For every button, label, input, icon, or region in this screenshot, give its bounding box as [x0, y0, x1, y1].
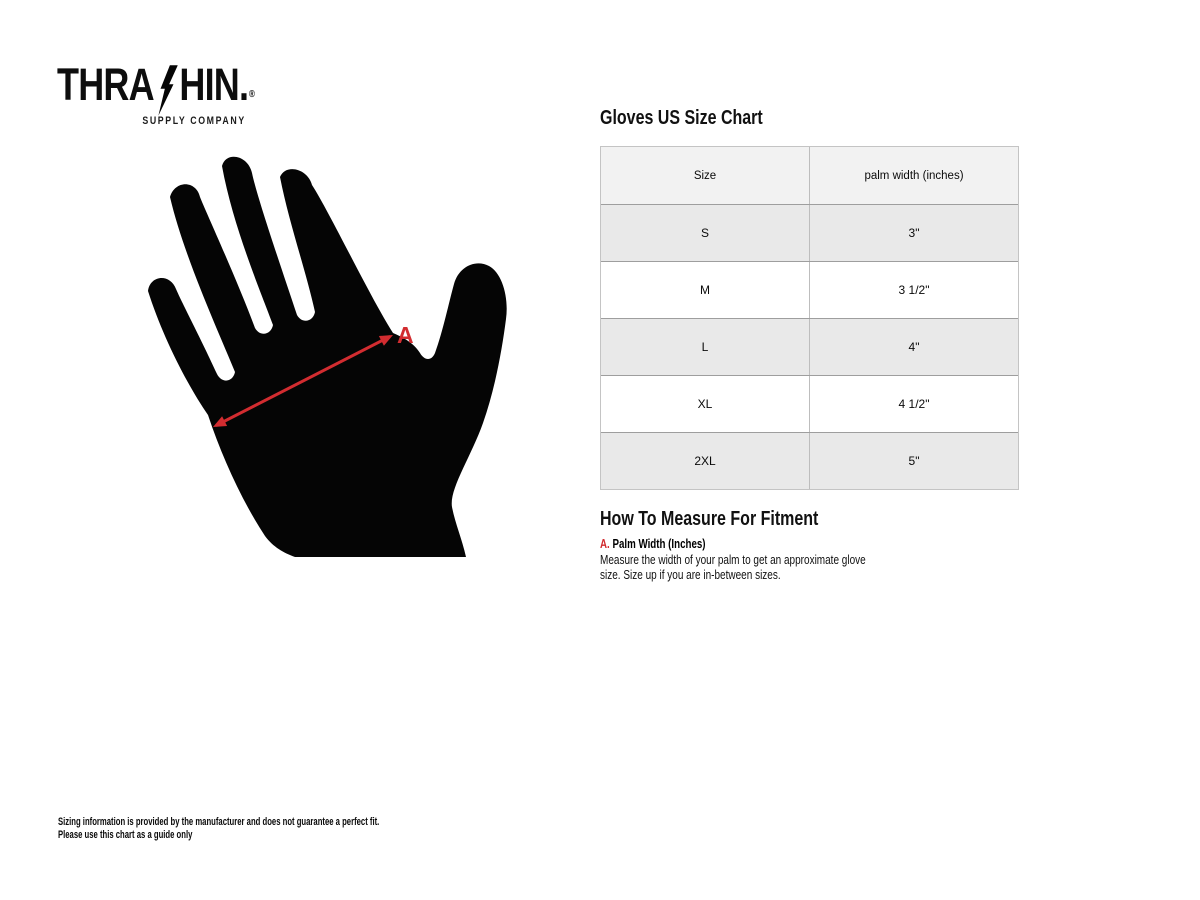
size-chart-title: Gloves US Size Chart	[600, 107, 763, 129]
table-row	[601, 432, 1018, 489]
logo-tagline: SUPPLY COMPANY	[142, 115, 246, 127]
size-cell: 2XL	[601, 433, 810, 489]
palm-width-cell: 4"	[908, 340, 920, 354]
palm-width-cell: 3 1/2"	[898, 283, 930, 297]
size-cell: L	[601, 319, 810, 375]
logo-text-right: HIN.	[179, 59, 249, 110]
table-row	[601, 318, 1018, 375]
disclaimer	[58, 816, 379, 841]
table-row	[601, 375, 1018, 432]
disclaimer-line1: Sizing information is provided by the manufacturer and does not guarantee a perfect fit.	[58, 816, 380, 828]
brand-logo	[57, 59, 317, 127]
size-cell: XL	[601, 376, 810, 432]
table-row	[601, 261, 1018, 318]
table-header-row	[601, 147, 1018, 204]
hand-silhouette	[148, 157, 507, 557]
size-cell: M	[601, 262, 810, 318]
fitment-item-label	[600, 537, 849, 551]
measurement-label-a: A	[397, 322, 414, 348]
palm-width-cell: 4 1/2"	[898, 397, 930, 411]
logo-text-left: THRA	[57, 59, 154, 110]
fitment-section	[600, 508, 932, 583]
fitment-description	[600, 553, 866, 583]
fitment-title: How To Measure For Fitment	[600, 508, 819, 530]
palm-width-cell: 5"	[908, 454, 920, 468]
fitment-item-letter: A.	[600, 536, 610, 551]
lightning-bolt-icon	[156, 62, 178, 119]
size-cell: S	[601, 205, 810, 261]
fitment-description-line1: Measure the width of your palm to get an approximate glove	[600, 553, 866, 567]
fitment-item-name: Palm Width (Inches)	[612, 536, 706, 551]
palm-width-cell: 3"	[908, 226, 920, 240]
fitment-description-line2: size. Size up if you are in-between sizes.	[600, 568, 781, 582]
registered-trademark: ®	[248, 89, 255, 100]
hand-measurement-diagram	[140, 145, 516, 563]
size-table	[600, 146, 1019, 490]
table-row	[601, 204, 1018, 261]
column-header-size: Size	[601, 147, 810, 204]
disclaimer-line2: Please use this chart as a guide only	[58, 828, 193, 841]
column-header-palm-width: palm width (inches)	[864, 169, 964, 182]
